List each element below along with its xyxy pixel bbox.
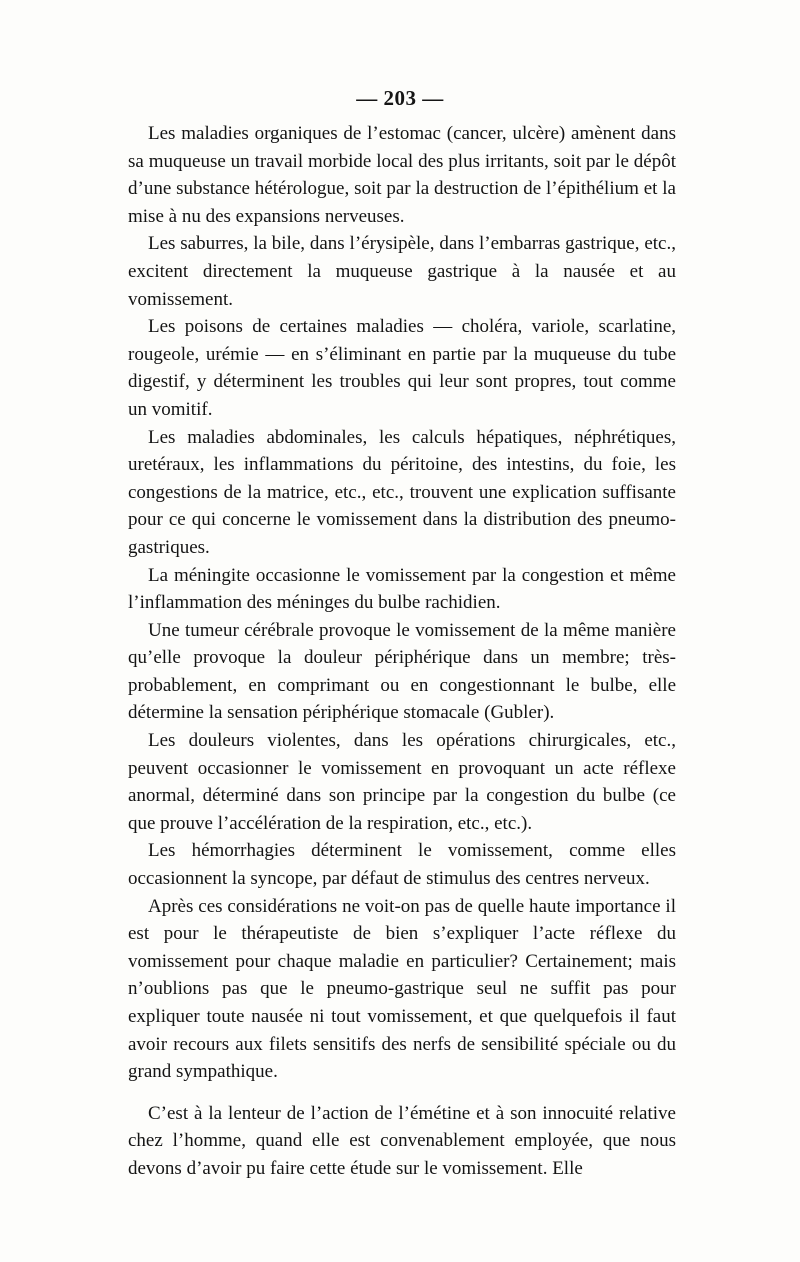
paragraph-cerebral-tumor: Une tumeur cérébrale provoque le vomissement de la même manière qu’elle provoque la douleur périphérique dans un membre; très-probablement, en comprimant ou en congestionnant le bulbe, elle détermine la sensation périphérique stomacale (Gubler). [128,619,676,724]
paragraph-hemorrhages: Les hémorrhagies déterminent le vomissement, comme elles occasionnent la syncope, par défaut de stimulus des centres nerveux. [128,840,676,890]
paragraph-poisons: Les poisons de certaines maladies — choléra, variole, scarlatine, rougeole, urémie — en s’éliminant en partie par la muqueuse du tube digestif, y déterminent les troubles qui leur sont propres, tout comme un vomitif. [128,316,676,420]
paragraph-organic-diseases: Les maladies organiques de l’estomac (cancer, ulcère) amènent dans sa muqueuse un travail morbide local des plus irritants, soit par le dépôt d’une substance hétérologue, soit par la destruction de l’épithélium et la mise à nu des expansions nerveuses. [128,123,676,227]
paragraph-emetine: C’est à la lenteur de l’action de l’émétine et à son innocuité relative chez l’homme, quand elle est convenablement employée, que nous devons d’avoir pu faire cette étude sur le vomissement. Elle [128,1102,676,1179]
paragraph-abdominal-diseases: Les maladies abdominales, les calculs hépatiques, néphrétiques, uretéraux, les inflammations du péritoine, des intestins, du foie, les congestions de la matrice, etc., etc., trouvent une explication suffisante pour ce qui concerne le vomissement dans la distribution des pneumo-gastriques. [128,426,676,558]
paragraph-saburres: Les saburres, la bile, dans l’érysipèle, dans l’embarras gastrique, etc., excitent directement la muqueuse gastrique à la nausée et au vomissement. [128,233,676,310]
paragraph-violent-pain: Les douleurs violentes, dans les opérations chirurgicales, etc., peuvent occasionner le vomissement en provoquant un acte réflexe anormal, déterminé dans son principe par la congestion du bulbe (ce que prouve l’accélération de la respiration, etc., etc.). [128,730,676,834]
body-text [128,120,676,1183]
page-number: — 203 — [356,86,444,110]
paragraph-meningitis: La méningite occasionne le vomissement par la congestion et même l’inflammation des méninges du bulbe rachidien. [128,564,676,614]
paragraph-considerations: Après ces considérations ne voit-on pas de quelle haute importance il est pour le thérapeutiste de bien s’expliquer l’acte réflexe du vomissement pour chaque maladie en particulier? Certainement; mais n’oublions pas que le pneumo-gastrique seul ne suffit pas pour expliquer toute nausée ni tout vomissement, et que quelquefois il faut avoir recours aux filets sensitifs des nerfs de sensibilité spéciale ou du grand sympathique. [128,895,676,1083]
